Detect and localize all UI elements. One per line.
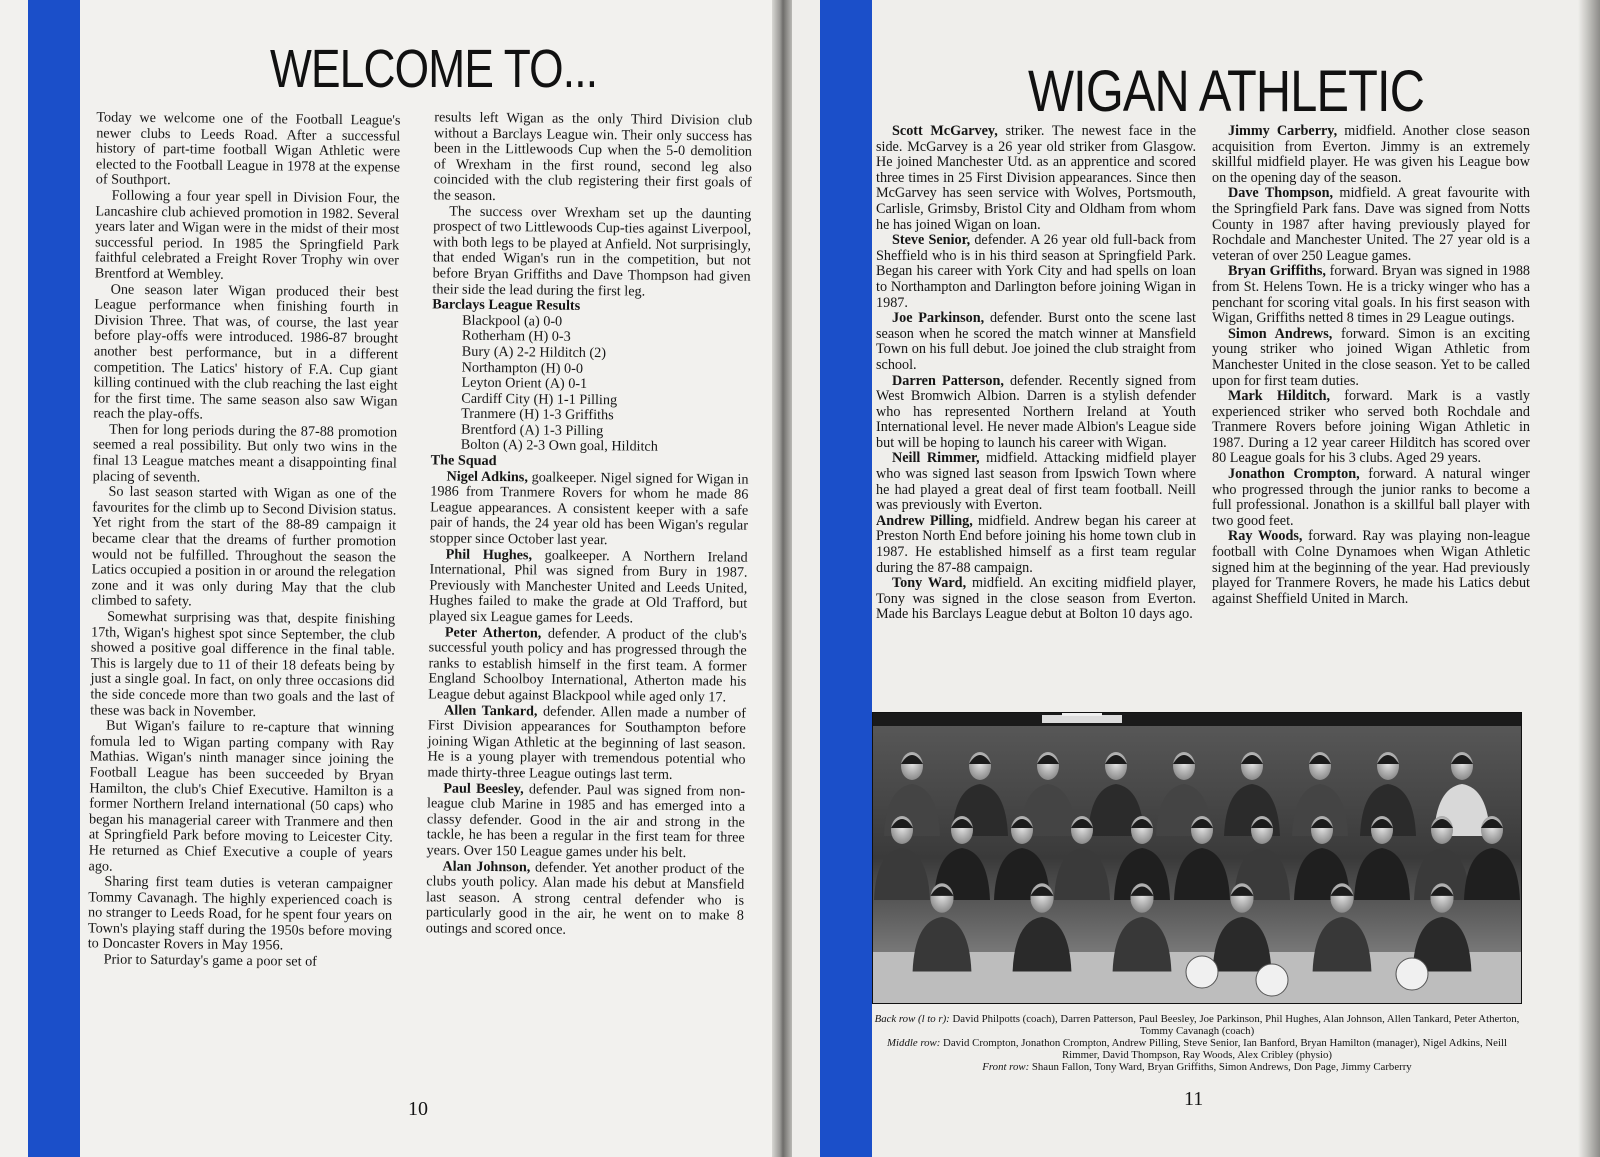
player-text: defender. Allen made a number of First Division appearances for Southampton before joining Wigan Athletic at the beginning of last season. He is a young player with tremendous potential who made thirty-three League outings last term.	[427, 703, 747, 783]
player-name: Scott McGarvey,	[892, 123, 998, 139]
player-name: Neill Rimmer,	[892, 450, 980, 467]
player-name: Mark Hilditch,	[1228, 388, 1331, 405]
player-profile	[429, 547, 748, 628]
book-gutter	[772, 0, 792, 1157]
player-name: Allen Tankard,	[443, 702, 538, 720]
result-item: Northampton (H) 0-0	[461, 359, 584, 377]
player-profile	[1212, 186, 1530, 264]
player-profile	[876, 514, 1196, 576]
article-paragraph: Today we welcome one of the Football League's newer clubs to Leeds Road. After a successful history of part-time football Wigan Athletic were elected to the Football League in 1978 at the expense of Southport.	[95, 109, 401, 189]
article-paragraph: results left Wigan as the only Third Division club without a Barclays League win. Their only success has been in the Littlewoods Cup when the 5-0 demolition of Wrexham in the first round, second leg also coincided with the club registering their first goals of the season.	[433, 109, 753, 204]
player-text: goalkeeper. A Northern Ireland International, Phil was signed from Bury in 1987. Previously with Manchester United and Leeds United, Hughes failed to make the grade at Old Trafford, but played six League games for Leeds.	[428, 547, 748, 627]
article-paragraph: Sharing first team duties is veteran campaigner Tommy Cavanagh. The highly experienced coach is no stranger to Leeds Road, for he spent four years on Town's playing staff during the 1950s before moving to Doncaster Rovers in May 1956.	[87, 873, 393, 954]
player-profile	[1212, 389, 1530, 467]
player-profile	[426, 781, 745, 862]
right-column-2	[1212, 124, 1530, 607]
player-profile	[876, 233, 1196, 311]
player-name: Dave Thompson,	[1228, 185, 1334, 202]
caption-label: Back row (l to r):	[874, 1013, 950, 1025]
left-page-title: WELCOME TO...	[270, 39, 598, 99]
caption-back-row	[872, 1013, 1522, 1037]
player-profile	[876, 124, 1196, 233]
team-photo-image	[872, 712, 1522, 1004]
results-list	[461, 313, 750, 456]
article-paragraph: Then for long periods during the 87-88 promotion seemed a real possibility. But only two wins in the final 13 League matches meant a disappointing final placing of seventh.	[92, 421, 398, 486]
player-name: Jonathon Crompton,	[1228, 466, 1360, 483]
result-item: Brentford (A) 1-3 Pilling	[460, 421, 604, 440]
player-name: Simon Andrews,	[1228, 325, 1333, 342]
player-profile	[1212, 264, 1530, 326]
result-item: Tranmere (H) 1-3 Griffiths	[461, 405, 614, 424]
article-paragraph: One season later Wigan produced their best League performance when finishing fourth in Division Three. That was, of course, the last year before play-offs were introduced. 1986-87 brought another best performance, but in a different competition. The Latics' history of F.A. Cup giant killing continued with the club reaching the last eight for the first time. The same season also saw Wigan reach the play-offs.	[93, 281, 399, 423]
player-name: Bryan Griffiths,	[1228, 263, 1326, 280]
player-text: midfield. Another close season acquisition from Everton. Jimmy is an extremely skillful midfield player. He was given his League bow on the opening day of the season.	[1212, 123, 1530, 186]
photo-caption	[872, 1013, 1522, 1073]
player-profile	[876, 374, 1196, 452]
player-text: defender. Paul was signed from non-league club Marine in 1985 and has emerged into a classy defender. Good in the air and strong in the tackle, he has been a regular in the first team for three years. Over 150 League games under his belt.	[426, 780, 746, 861]
left-blue-bar	[28, 0, 80, 1157]
caption-names: Shaun Fallon, Tony Ward, Bryan Griffiths, Simon Andrews, Don Page, Jimmy Carberry	[1029, 1061, 1412, 1073]
article-paragraph: So last season started with Wigan as one of the favourites for the climb up to Second Division status. Yet right from the start of the 88-89 campaign it became clear that the dreams of further promotion would not be fulfilled. Throughout the season the Latics occupied a position in or around the relegation zone and it was only during May that the club climbed to safety.	[91, 483, 397, 610]
article-paragraph: Somewhat surprising was that, despite finishing 17th, Wigan's highest spot since September, the club showed a positive goal difference in the final table. This is largely due to 11 of their 18 defeats being by just a single goal. In fact, on only three occasions did the side concede more than two goals and the last of these was back in November.	[90, 608, 396, 720]
left-page	[0, 0, 772, 1157]
result-item: Leyton Orient (A) 0-1	[461, 374, 588, 393]
player-name: Joe Parkinson,	[892, 310, 985, 327]
caption-middle-row	[872, 1037, 1522, 1061]
player-text: forward. Simon is an exciting young striker who joined Wigan Athletic from Manchester United in the close season. Yet to be called upon for first team duties.	[1212, 325, 1530, 389]
results-heading: Barclays League Results	[432, 296, 581, 315]
caption-label: Front row:	[982, 1061, 1030, 1073]
player-text: striker. The newest face in the side. McGarvey is a 26 year old striker from Glasgow. He joined Manchester Utd. as an apprentice and scored three times in 25 First Division appearances. Since then McGarvey has seen service with Wolves, Portsmouth, Carlisle, Grimsby, Bristol City and Oldham from whom he has joined Wigan on loan.	[876, 123, 1196, 233]
right-page-number: 11	[1184, 1088, 1204, 1110]
team-photo	[872, 712, 1522, 1004]
result-item: Rotherham (H) 0-3	[461, 327, 571, 346]
result-item: Cardiff City (H) 1-1 Pilling	[461, 390, 618, 408]
article-paragraph: The success over Wrexham set up the daunting prospect of two Littlewoods Cup-ties against Liverpool, with both legs to be played at Anfield. Not surprisingly, that ended Wigan's run in the competition, but not before Bryan Griffiths and Dave Thompson had given their side the lead during the first leg.	[432, 203, 752, 300]
player-name: Jimmy Carberry,	[1228, 123, 1338, 139]
player-text: forward. A natural winger who progressed through the junior ranks to become a full professional. Jonathon is a skillful ball player with two good feet.	[1212, 466, 1530, 529]
article-paragraph: Prior to Saturday's game a poor set of	[103, 951, 318, 970]
player-name: Nigel Adkins,	[446, 468, 529, 486]
player-name: Darren Patterson,	[892, 372, 1004, 389]
caption-front-row	[872, 1061, 1522, 1073]
player-name: Paul Beesley,	[443, 780, 524, 797]
right-page	[792, 0, 1600, 1157]
result-item: Bolton (A) 2-3 Own goal, Hilditch	[460, 437, 658, 456]
player-text: forward. Mark is a vastly experienced striker who served both Rochdale and Tranmere Rovers before joining Wigan Athletic in 1987. During a 12 year career Hilditch has scored over 80 League goals for his 3 clubs. Aged 29 years.	[1212, 388, 1530, 467]
player-profile	[428, 625, 747, 706]
player-profile	[1212, 529, 1530, 607]
player-text: goalkeeper. Nigel signed for Wigan in 1986 from Tranmere Rovers for whom he made 86 League appearances. A consistent keeper with a safe pair of hands, the 24 year old has been Wigan's regular stopper since October last year.	[429, 469, 749, 549]
player-profile	[876, 311, 1196, 373]
left-column-1	[88, 110, 401, 971]
article-paragraph: Following a four year spell in Division Four, the Lancashire club achieved promotion in 1982. Several years later and Wigan were in the midst of their most successful period. In 1985 the Springfield Park faithful celebrated a Freight Rover Trophy win over Brentford at Wembley.	[94, 187, 400, 283]
player-text: defender. A 26 year old full-back from Sheffield who is in his third season at Springfield Park. Began his career with York City and had spells on loan to Northampton and Darlington before joining Wigan in 1987.	[876, 232, 1196, 311]
player-name: Ray Woods,	[1228, 528, 1303, 545]
player-profile	[876, 451, 1196, 513]
player-text: defender. Burst onto the scene last season when he scored the match winner at Mansfield Town on his full debut. Joe joined the club straight from school.	[876, 310, 1196, 373]
article-paragraph: But Wigan's failure to re-capture that winning fomula led to Wigan parting company with Ray Mathias. Wigan's ninth manager since joining the Football League has been succeeded by Bryan Hamilton, the club's Chief Executive. Hamilton is a former Northern Ireland international (50 caps) who began his managerial career with Tranmere and then at Springfield Park before moving to Leicester City. He returned as Chief Executive a couple of years ago.	[88, 717, 395, 875]
left-column-2	[426, 110, 753, 940]
player-name: Alan Johnson,	[442, 857, 531, 875]
player-text: midfield. Attacking midfield player who was signed last season from Ipswich Town where he had played a great deal of first team football. Neill was previously with Everton.	[876, 450, 1196, 514]
right-page-edge	[1578, 0, 1600, 1157]
player-text: midfield. Andrew began his career at Preston North End before joining his home town club in 1987. He established himself as a first team regular during the 87-88 campaign.	[876, 512, 1197, 576]
caption-names: David Crompton, Jonathon Crompton, Andrew Pilling, Steve Senior, Ian Banford, Bryan Hamilton (manager), Nigel Adkins, Neill Rimmer, David Thompson, Ray Woods, Alex Cribley (physio)	[940, 1037, 1507, 1061]
right-page-title: WIGAN ATHLETIC	[1028, 59, 1425, 124]
result-item: Blackpool (a) 0-0	[462, 312, 563, 330]
player-profile	[876, 576, 1196, 623]
player-text: defender. A product of the club's successful youth policy and has progressed through the ranks to establish himself in the first team. A former England Schoolboy International, Atherton made his League debut against Blackpool while aged only 17.	[428, 625, 747, 706]
squad-heading: The Squad	[430, 452, 497, 470]
player-profile	[1212, 124, 1530, 186]
player-text: midfield. An exciting midfield player, Tony was signed in the close season from Everton. Made his Barclays League debut at Bolton 10 days ago.	[876, 575, 1196, 623]
player-name: Steve Senior,	[892, 232, 971, 249]
player-name: Phil Hughes,	[445, 546, 533, 564]
player-profile	[430, 469, 749, 550]
player-profile	[426, 859, 745, 940]
football	[1186, 956, 1218, 988]
caption-names: David Philpotts (coach), Darren Patterson, Paul Beesley, Joe Parkinson, Phil Hughes, Alan Johnson, Allen Tankard, Peter Atherton, Tommy Cavanagh (coach)	[949, 1013, 1520, 1037]
player-name: Peter Atherton,	[444, 624, 542, 642]
player-profile	[1212, 327, 1530, 389]
player-text: defender. Recently signed from West Bromwich Albion. Darren is a stylish defender who has represented Northern Ireland at Youth International level. He never made Albion's League side but will be hoping to launch his career with Wigan.	[876, 372, 1196, 451]
player-text: midfield. A great favourite with the Springfield Park fans. Dave was signed from Notts County in 1987 after having previously played for Rochdale and Manchester United. The 27 year old is a veteran of over 250 League games.	[1212, 185, 1530, 264]
player-text: defender. Yet another product of the clubs youth policy. Alan made his debut at Mansfield last season. A strong central defender who is particularly good in the air, he went on to make 8 outings and scored once.	[425, 858, 745, 938]
player-profile	[1212, 467, 1530, 529]
football	[1256, 964, 1288, 996]
caption-label: Middle row:	[887, 1037, 941, 1049]
player-name: Andrew Pilling,	[876, 512, 973, 529]
player-name: Tony Ward,	[892, 575, 967, 592]
football	[1396, 958, 1428, 990]
player-profile	[427, 703, 746, 784]
player-text: forward. Bryan was signed in 1988 from St. Helens Town. He is a tricky winger who has a penchant for scoring vital goals. In his first season with Wigan, Griffiths netted 8 times in 29 League outings.	[1212, 263, 1531, 327]
player-text: forward. Ray was playing non-league football with Colne Dynamoes when Wigan Athletic signed him at the beginning of the year. Had previously played for Tranmere Rovers, he made his Latics debut against Sheffield United in March.	[1212, 528, 1530, 607]
right-blue-bar	[820, 0, 872, 1157]
left-page-number: 10	[408, 1098, 428, 1120]
result-item: Bury (A) 2-2 Hilditch (2)	[461, 343, 607, 362]
right-column-1	[876, 124, 1196, 623]
